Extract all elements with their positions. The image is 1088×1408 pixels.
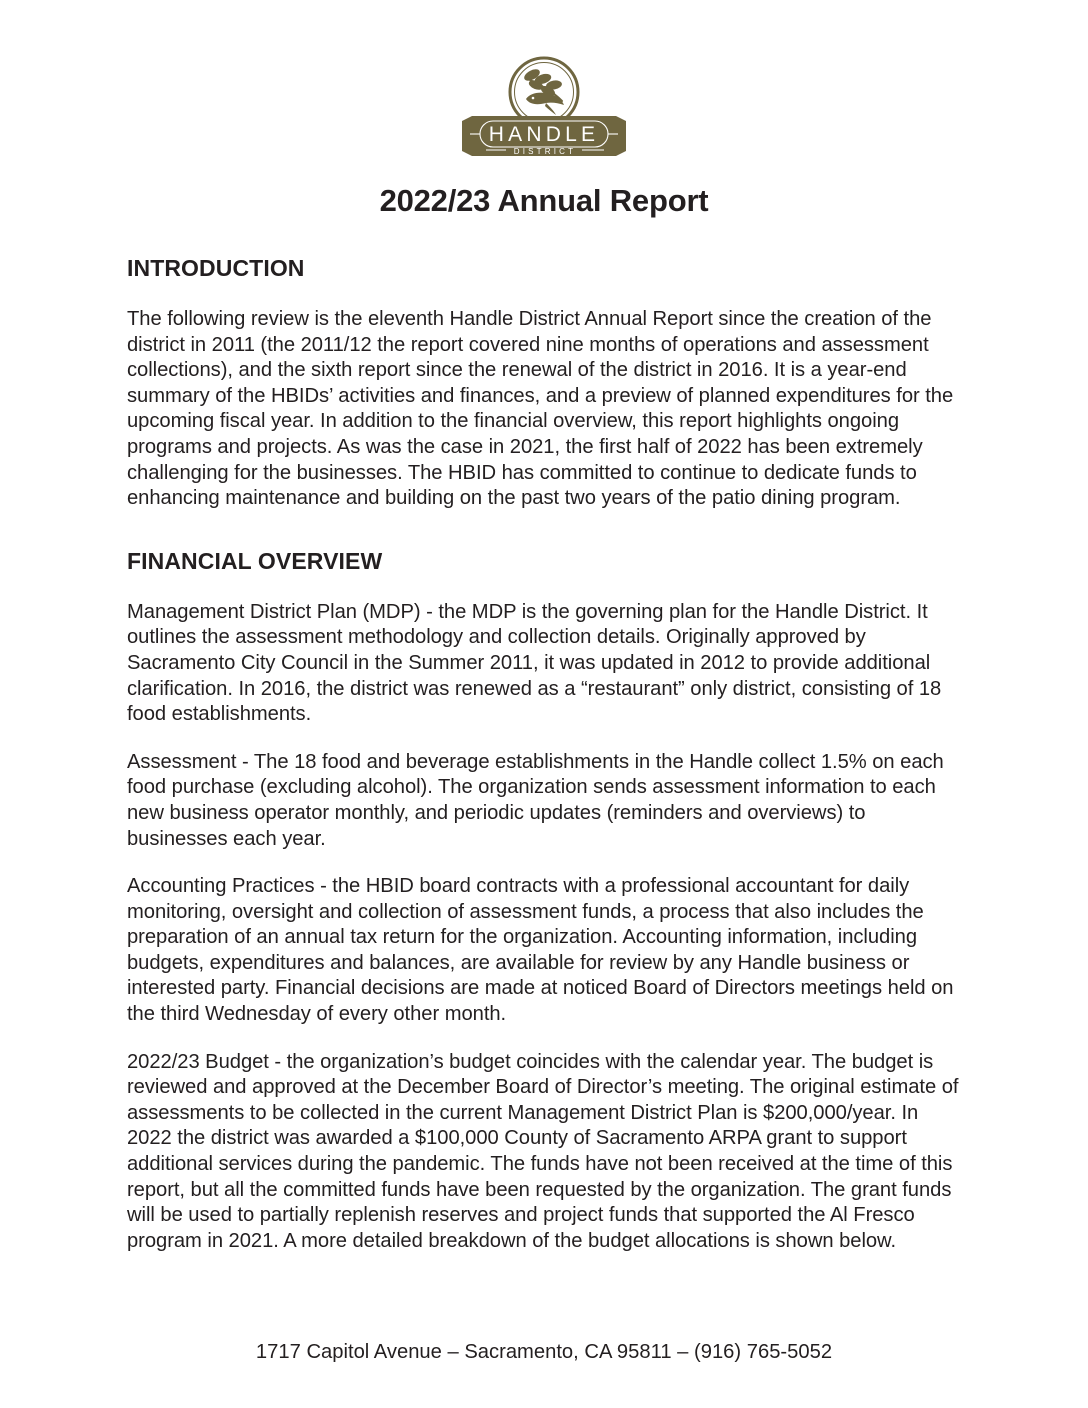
paragraph-accounting-practices: Accounting Practices - the HBID board contracts with a professional accountant for daily monitoring, oversight and collection of assessment funds, a process that also includes the preparation of an annual tax return for the organization. Accounting information, including budgets, expenditures and balances, are available for review by any Handle business or interested party. Financial decisions are made at noticed Board of Directors meetings held on the third Wednesday of every other month. bbox=[127, 875, 954, 1026]
logo-brand-word: HANDLE bbox=[488, 123, 600, 146]
page-title: 2022/23 Annual Report bbox=[379, 183, 709, 218]
logo-block bbox=[127, 0, 961, 159]
page-footer-address: 1717 Capitol Avenue – Sacramento, CA 95811 – (916) 765-5052 bbox=[255, 1341, 833, 1363]
logo-banner bbox=[462, 116, 626, 156]
paragraph-budget: 2022/23 Budget - the organization’s budget coincides with the calendar year. The budget is reviewed and approved at the December Board of Director’s meeting. The original estimate of assessments to be collected in the current Management District Plan is $200,000/year. In 2022 the district was awarded a $100,000 County of Sacramento ARPA grant to support additional services during the pandemic. The funds have not been received at the time of this report, but all the committed funds have been requested by the organization. The grant funds will be used to partially replenish reserves and project funds that supported the Al Fresco program in 2021. A more detailed breakdown of the budget allocations is shown below. bbox=[127, 1050, 959, 1252]
logo-brand-subword: DISTRICT bbox=[513, 147, 577, 156]
paragraph-management-district-plan: Management District Plan (MDP) - the MDP is the governing plan for the Handle District. It outlines the assessment methodology and collection details. Originally approved by Sacramento City Council in the Summer 2011, it was updated in 2012 to provide additional clarification. In 2016, the district was renewed as a “restaurant” only district, consisting of 18 food establishments. bbox=[127, 600, 942, 726]
handle-district-logo bbox=[458, 55, 630, 159]
paragraph-introduction-1: The following review is the eleventh Handle District Annual Report since the creation of the district in 2011 (the 2011/12 the report covered nine months of operations and assessment collections), and the sixth report since the renewal of the district in 2016. It is a year-end summary of the HBIDs’ activities and finances, and a preview of planned expenditures for the upcoming fiscal year. In addition to the financial overview, this report highlights ongoing programs and projects. As was the case in 2021, the first half of 2022 has been extremely challenging for the businesses. The HBID has committed to continue to dedicate funds to enhancing maintenance and building on the past two years of the patio dining program. bbox=[127, 308, 954, 510]
section-heading-introduction: INTRODUCTION bbox=[127, 255, 305, 281]
emblem-circle-icon bbox=[510, 58, 578, 126]
paragraph-assessment: Assessment - The 18 food and beverage establishments in the Handle collect 1.5% on each food purchase (excluding alcohol). The organization sends assessment information to each new business operator monthly, and periodic updates (reminders and overviews) to businesses each year. bbox=[127, 750, 944, 850]
section-heading-financial-overview: FINANCIAL OVERVIEW bbox=[127, 547, 383, 574]
